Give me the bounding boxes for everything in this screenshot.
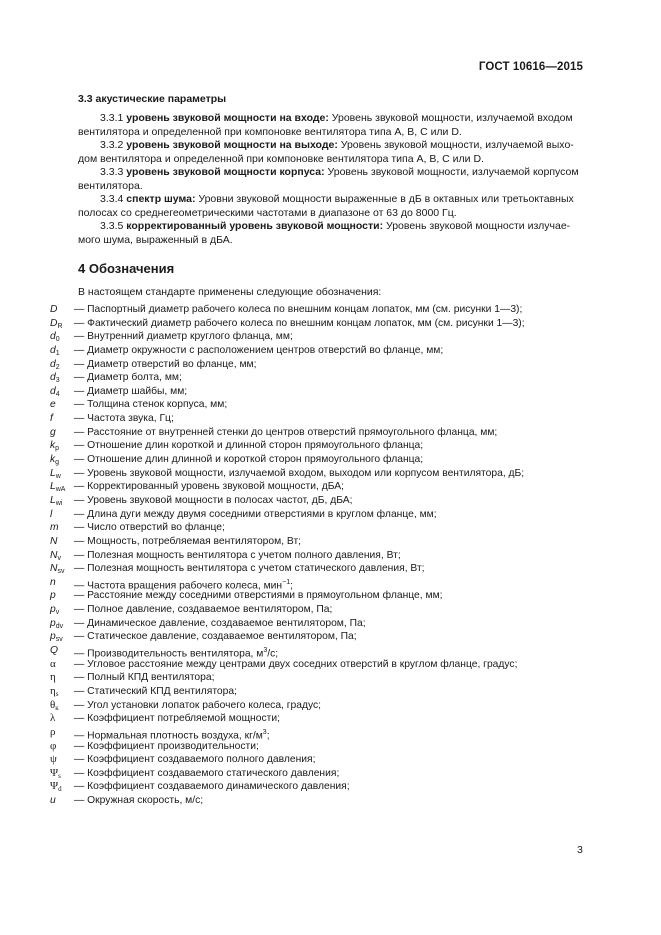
symbol-row xyxy=(50,426,610,440)
symbol-subscript: v xyxy=(57,554,61,562)
symbol-description xyxy=(74,303,522,317)
description-text: — Диаметр отверстий во фланце, мм; xyxy=(74,358,257,370)
symbol-row xyxy=(50,726,610,740)
definition-term: уровень звуковой мощности корпуса: xyxy=(126,166,325,178)
subsection-title: 3.3 акустические параметры xyxy=(78,93,227,105)
description-text: — Диаметр окружности с расположением центров отверстий во фланце, мм; xyxy=(74,344,444,356)
symbol-row xyxy=(50,603,610,617)
symbol-subscript: 3 xyxy=(55,377,60,385)
symbol-description xyxy=(74,617,366,631)
symbol xyxy=(50,576,56,590)
definition-number: 3.3.3 xyxy=(100,166,124,178)
symbol-description xyxy=(74,685,237,699)
symbol-description xyxy=(74,712,280,726)
symbol-row xyxy=(50,644,610,658)
symbol-letter: φ xyxy=(50,739,57,752)
symbol-description xyxy=(74,630,357,644)
symbol-row xyxy=(50,740,610,754)
symbol-letter: D xyxy=(50,304,58,315)
definition-text: Уровень звуковой мощности, излучаемой выхо- xyxy=(340,139,574,151)
symbol-letter: ψ xyxy=(50,753,57,766)
description-text: — Динамическое давление, создаваемое вентилятором, Па; xyxy=(74,617,366,629)
symbol-letter: N xyxy=(50,535,58,547)
symbol-letter: ρ xyxy=(50,725,56,738)
description-tail: ; xyxy=(290,580,293,592)
symbol-letter: η xyxy=(50,684,56,697)
definition-term: спектр шума: xyxy=(126,193,196,205)
description-text: — Статический КПД вентилятора; xyxy=(74,685,237,697)
symbol-letter: d xyxy=(50,358,56,370)
symbol xyxy=(50,658,56,672)
symbol-letter: L xyxy=(50,481,56,493)
description-text: — Уровень звуковой мощности в полосах частот, дБ, дБА; xyxy=(74,494,353,506)
symbol-description xyxy=(74,603,332,617)
symbol xyxy=(50,740,56,754)
symbol-row xyxy=(50,358,610,372)
symbol-letter: Q xyxy=(50,645,59,657)
symbol-letter: λ xyxy=(50,712,56,725)
description-tail: ; xyxy=(266,730,270,742)
symbol-description xyxy=(74,494,353,508)
symbol-row xyxy=(50,494,610,508)
symbol-subscript: sv xyxy=(55,636,63,644)
symbol xyxy=(50,726,56,740)
symbol-letter: n xyxy=(50,576,56,588)
definition-number: 3.3.4 xyxy=(100,193,124,205)
symbol-description xyxy=(74,794,203,808)
definition-number: 3.3.1 xyxy=(100,112,124,124)
symbol-description xyxy=(74,480,344,494)
symbol-letter: p xyxy=(50,604,56,616)
symbol-subscript: 1 xyxy=(55,349,60,357)
symbol-letter: u xyxy=(50,795,56,807)
symbol-subscript: sv xyxy=(57,568,65,576)
symbol-row xyxy=(50,371,610,385)
symbol-subscript: g xyxy=(55,459,60,467)
symbol-subscript: p xyxy=(55,445,60,453)
symbol xyxy=(50,535,57,549)
symbol-description xyxy=(74,317,525,331)
symbol-description xyxy=(74,767,339,781)
page-number: 3 xyxy=(577,844,583,856)
description-text: — Число отверстий во фланце; xyxy=(74,522,225,534)
definition-text: Уровень звуковой мощности, излучаемой входом xyxy=(331,112,573,124)
symbols-list xyxy=(50,303,610,808)
description-text: — Внутренний диаметр круглого фланца, мм; xyxy=(74,331,293,343)
symbol-row xyxy=(50,508,610,522)
symbol-row xyxy=(50,480,610,494)
symbol-letter: e xyxy=(50,399,56,411)
symbol-row xyxy=(50,630,610,644)
description-text: — Толщина стенок корпуса, мм; xyxy=(74,399,228,411)
description-text: — Коэффициент потребляемой мощности; xyxy=(74,713,280,725)
description-text: — Коэффициент создаваемого динамического давления; xyxy=(74,781,350,793)
symbol-description xyxy=(74,589,443,603)
symbol-row xyxy=(50,549,610,563)
symbol-subscript: d xyxy=(58,785,62,794)
symbol xyxy=(50,671,56,685)
definition-text: Уровень звуковой мощности излучае- xyxy=(386,220,571,232)
description-text: — Отношение длин короткой и длинной сторон прямоугольного фланца; xyxy=(74,440,424,452)
description-text: — Частота вращения рабочего колеса, мин xyxy=(74,580,283,592)
definition-continuation: мого шума, выраженный в дБА. xyxy=(78,233,233,246)
symbol-letter: Ψ xyxy=(50,780,59,793)
section-intro: В настоящем стандарте применены следующие обозначения: xyxy=(78,286,382,298)
definition-term: уровень звуковой мощности на выходе: xyxy=(126,139,338,151)
symbol-row xyxy=(50,562,610,576)
symbol-row xyxy=(50,344,610,358)
symbol-row xyxy=(50,712,610,726)
symbol-letter: d xyxy=(50,331,56,343)
description-text: — Угловое расстояние между центрами двух соседних отверстий в круглом фланце, градус; xyxy=(74,658,518,670)
description-text: — Мощность, потребляемая вентилятором, Вт; xyxy=(74,535,302,547)
description-text: — Коэффициент создаваемого полного давления; xyxy=(74,754,316,766)
symbol-description xyxy=(74,398,227,412)
symbol xyxy=(50,794,56,808)
symbol-row xyxy=(50,439,610,453)
symbol xyxy=(50,712,55,726)
symbol-subscript: 0 xyxy=(55,336,60,344)
description-text: — Фактический диаметр рабочего колеса по внешним концам лопаток, мм (см. рисунки 1—3); xyxy=(74,317,525,329)
description-text: — Коэффициент создаваемого статического давления; xyxy=(74,767,340,779)
symbol-description xyxy=(74,439,423,453)
symbol-row xyxy=(50,617,610,631)
description-text: — Расстояние от внутренней стенки до центров отверстий прямоугольного фланца, мм; xyxy=(74,426,498,438)
description-superscript: −1 xyxy=(282,578,291,586)
symbol-letter: Ψ xyxy=(50,766,59,779)
symbol-row xyxy=(50,589,610,603)
description-text: — Коэффициент производительности; xyxy=(74,740,259,752)
description-text: — Производительность вентилятора, м xyxy=(74,648,264,660)
symbol-subscript: 2 xyxy=(55,363,60,371)
symbol-subscript: wA xyxy=(55,486,66,494)
definition-term: корректированный уровень звуковой мощности: xyxy=(126,220,384,232)
symbol-subscript: s xyxy=(58,771,61,780)
symbol-description xyxy=(74,344,443,358)
symbol-description xyxy=(74,780,350,794)
symbol-row xyxy=(50,576,610,590)
symbol-description xyxy=(74,562,425,576)
description-text: — Корректированный уровень звуковой мощности, дБА; xyxy=(74,481,345,493)
symbol-description xyxy=(74,467,524,481)
symbol-letter: d xyxy=(50,344,56,356)
symbol-description xyxy=(74,453,423,467)
description-text: — Нормальная плотность воздуха, кг/м xyxy=(74,730,263,742)
symbol-row xyxy=(50,398,610,412)
document-header: ГОСТ 10616—2015 xyxy=(478,61,583,73)
symbol-letter: N xyxy=(50,563,58,575)
symbol-row xyxy=(50,385,610,399)
symbol xyxy=(50,589,56,603)
symbol-row xyxy=(50,753,610,767)
symbol-description xyxy=(74,658,517,672)
symbol xyxy=(50,508,52,522)
definition-item xyxy=(78,112,583,139)
symbol xyxy=(50,398,56,412)
definition-text: Уровень звуковой мощности, излучаемой корпусом xyxy=(327,166,579,178)
symbol-row xyxy=(50,453,610,467)
symbol-letter: L xyxy=(50,494,56,506)
symbol-letter: p xyxy=(50,631,56,643)
symbol-subscript: dv xyxy=(55,622,64,630)
symbol-letter: L xyxy=(50,467,56,479)
symbol-letter: α xyxy=(50,657,56,670)
symbol-row xyxy=(50,303,610,317)
definition-number: 3.3.2 xyxy=(100,139,124,151)
description-text: — Отношение длин длинной и короткой сторон прямоугольного фланца; xyxy=(74,454,424,466)
symbol-subscript: v xyxy=(55,609,60,617)
symbol-description xyxy=(74,412,174,426)
symbol-row xyxy=(50,658,610,672)
description-text: — Окружная скорость, м/с; xyxy=(74,795,204,807)
description-text: — Уровень звуковой мощности, излучаемой входом, выходом или корпусом вентилятора, дБ; xyxy=(74,467,525,479)
description-text: — Паспортный диаметр рабочего колеса по внешним концам лопаток, мм (см. рисунки 1—3); xyxy=(74,304,523,315)
symbol xyxy=(50,521,59,535)
symbol-letter: l xyxy=(50,508,53,520)
symbol-row xyxy=(50,671,610,685)
symbol-letter: D xyxy=(50,317,58,329)
definition-continuation: вентилятора. xyxy=(78,179,143,192)
symbol-description xyxy=(74,426,497,440)
symbol-description xyxy=(74,549,401,563)
symbol-subscript: s xyxy=(55,689,59,698)
definition-item xyxy=(78,139,583,166)
symbol-letter: m xyxy=(50,522,59,534)
symbol-letter: g xyxy=(50,426,56,438)
symbol-letter: N xyxy=(50,549,58,561)
section-heading: 4 Обозначения xyxy=(78,261,175,276)
symbol-row xyxy=(50,467,610,481)
symbol-description xyxy=(74,330,293,344)
symbol-letter: d xyxy=(50,372,56,384)
description-text: — Диаметр шайбы, мм; xyxy=(74,385,188,397)
symbol-description xyxy=(74,371,182,385)
symbol-row xyxy=(50,767,610,781)
description-text: — Полезная мощность вентилятора с учетом полного давления, Вт; xyxy=(74,549,401,561)
symbol-description xyxy=(74,740,259,754)
symbol-letter: d xyxy=(50,385,56,397)
symbol-row xyxy=(50,330,610,344)
description-text: — Угол установки лопаток рабочего колеса, градус; xyxy=(74,699,322,711)
symbol xyxy=(50,644,58,658)
symbol-subscript: w xyxy=(55,472,61,480)
symbol-description xyxy=(74,699,321,713)
symbol-letter: k xyxy=(50,454,56,466)
symbol-subscript: wi xyxy=(55,499,63,507)
symbol-description xyxy=(74,753,316,767)
symbol-row xyxy=(50,521,610,535)
symbol-row xyxy=(50,535,610,549)
description-text: — Полный КПД вентилятора; xyxy=(74,672,215,684)
symbol-row xyxy=(50,794,610,808)
description-superscript: 3 xyxy=(262,728,267,736)
definition-item xyxy=(78,220,583,247)
symbol-row xyxy=(50,699,610,713)
definition-continuation: вентилятора и определенной при компоновке вентилятора типа А, В, С или D. xyxy=(78,125,462,138)
symbol-row xyxy=(50,412,610,426)
symbol-row xyxy=(50,685,610,699)
symbol-subscript: 4 xyxy=(55,390,60,398)
definition-item xyxy=(78,166,583,193)
symbol-row xyxy=(50,780,610,794)
description-text: — Полное давление, создаваемое вентилятором, Па; xyxy=(74,604,333,616)
symbol-description xyxy=(74,521,225,535)
symbol-row xyxy=(50,317,610,331)
description-text: — Расстояние между соседними отверстиями в прямоугольном фланце, мм; xyxy=(74,590,443,602)
definition-item xyxy=(78,193,583,220)
symbol xyxy=(50,412,53,426)
symbol-letter: η xyxy=(50,671,56,684)
symbol-letter: p xyxy=(50,590,56,602)
symbol-letter: p xyxy=(50,617,56,629)
symbol xyxy=(50,753,57,767)
description-text: — Диаметр болта, мм; xyxy=(74,372,182,384)
symbol-description xyxy=(74,385,187,399)
symbol xyxy=(50,426,56,440)
description-text: — Длина дуги между двумя соседними отверстиями в круглом фланце, мм; xyxy=(74,508,437,520)
symbol-letter: k xyxy=(50,440,56,452)
description-superscript: 3 xyxy=(263,647,268,655)
description-text: — Статическое давление, создаваемое вентилятором, Па; xyxy=(74,631,357,643)
description-text: — Полезная мощность вентилятора с учетом статического давления, Вт; xyxy=(74,563,425,575)
symbol-subscript: R xyxy=(57,322,63,330)
definition-term: уровень звуковой мощности на входе: xyxy=(126,112,329,124)
definition-text: Уровни звуковой мощности выраженные в дБ в октавных или третьоктавных xyxy=(198,193,574,205)
symbol-subscript: к xyxy=(55,703,59,712)
symbol-description xyxy=(74,535,301,549)
symbol-description xyxy=(74,358,257,372)
symbol-description xyxy=(74,671,214,685)
definition-continuation: полосах со среднегеометрическими частотами в диапазоне от 63 до 8000 Гц. xyxy=(78,206,457,219)
definition-number: 3.3.5 xyxy=(100,220,124,232)
definition-continuation: дом вентилятора и определенной при компоновке вентилятора типа А, В, С или D. xyxy=(78,152,484,165)
description-text: — Частота звука, Гц; xyxy=(74,413,174,425)
symbol-description xyxy=(74,508,437,522)
symbol xyxy=(50,303,57,317)
symbol-letter: f xyxy=(50,413,53,425)
symbol-letter: θ xyxy=(50,698,56,711)
description-tail: /с; xyxy=(267,648,279,660)
